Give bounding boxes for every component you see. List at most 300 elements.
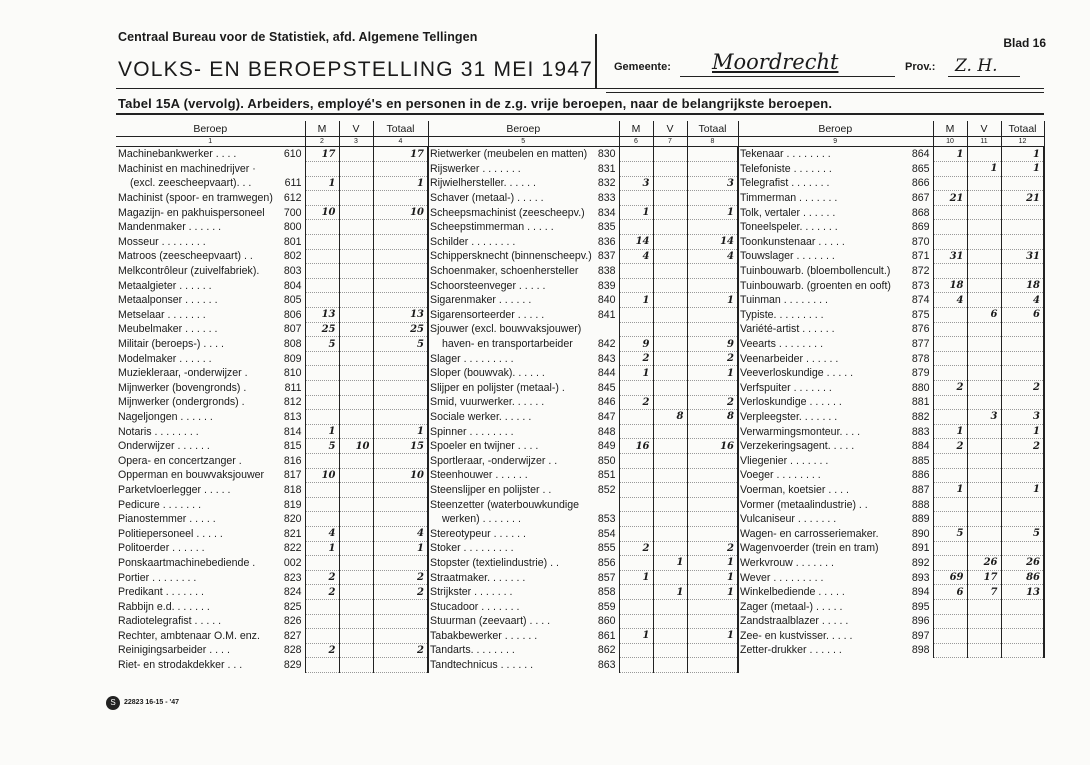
- count-female[interactable]: [967, 278, 1001, 293]
- count-female[interactable]: [339, 264, 373, 279]
- count-total[interactable]: [1001, 235, 1044, 250]
- count-male[interactable]: 10: [305, 468, 339, 483]
- count-female[interactable]: [653, 278, 687, 293]
- count-male[interactable]: [305, 453, 339, 468]
- count-total[interactable]: 1: [687, 205, 738, 220]
- count-female[interactable]: 3: [967, 410, 1001, 425]
- count-female[interactable]: [339, 147, 373, 162]
- count-male[interactable]: [305, 410, 339, 425]
- count-female[interactable]: [339, 526, 373, 541]
- count-total[interactable]: [687, 512, 738, 527]
- count-female[interactable]: 7: [967, 585, 1001, 600]
- count-male[interactable]: 1: [619, 570, 653, 585]
- count-female[interactable]: [339, 541, 373, 556]
- count-male[interactable]: 10: [305, 205, 339, 220]
- count-total[interactable]: 10: [373, 205, 428, 220]
- count-male[interactable]: 69: [933, 570, 967, 585]
- count-total[interactable]: [373, 658, 428, 673]
- count-female[interactable]: [967, 337, 1001, 352]
- count-female[interactable]: [339, 629, 373, 644]
- count-female[interactable]: [339, 483, 373, 498]
- count-total[interactable]: [1001, 468, 1044, 483]
- count-total[interactable]: 6: [1001, 308, 1044, 323]
- count-male[interactable]: 1: [619, 629, 653, 644]
- count-female[interactable]: [339, 278, 373, 293]
- count-male[interactable]: [305, 366, 339, 381]
- count-male[interactable]: [305, 191, 339, 206]
- count-male[interactable]: [933, 556, 967, 571]
- count-male[interactable]: 5: [305, 337, 339, 352]
- count-male[interactable]: [933, 351, 967, 366]
- count-total[interactable]: 5: [1001, 526, 1044, 541]
- count-total[interactable]: [1001, 512, 1044, 527]
- count-male[interactable]: [305, 599, 339, 614]
- count-total[interactable]: 13: [1001, 585, 1044, 600]
- count-male[interactable]: 2: [933, 381, 967, 396]
- count-male[interactable]: 2: [305, 585, 339, 600]
- count-total[interactable]: 18: [1001, 278, 1044, 293]
- count-male[interactable]: [305, 293, 339, 308]
- count-female[interactable]: [653, 308, 687, 323]
- count-total[interactable]: [687, 264, 738, 279]
- count-male[interactable]: [619, 585, 653, 600]
- count-female[interactable]: [339, 410, 373, 425]
- count-female[interactable]: [653, 453, 687, 468]
- count-total[interactable]: 2: [373, 643, 428, 658]
- count-total[interactable]: [373, 410, 428, 425]
- count-male[interactable]: 2: [305, 643, 339, 658]
- count-male[interactable]: 1: [933, 424, 967, 439]
- count-total[interactable]: [373, 629, 428, 644]
- count-female[interactable]: [653, 570, 687, 585]
- count-male[interactable]: [619, 599, 653, 614]
- count-total[interactable]: 4: [687, 249, 738, 264]
- count-male[interactable]: 1: [305, 176, 339, 191]
- count-female[interactable]: [653, 249, 687, 264]
- count-female[interactable]: [653, 205, 687, 220]
- count-female[interactable]: [967, 220, 1001, 235]
- count-female[interactable]: [653, 395, 687, 410]
- count-total[interactable]: 1: [687, 366, 738, 381]
- count-female[interactable]: [967, 468, 1001, 483]
- count-male[interactable]: [933, 512, 967, 527]
- count-total[interactable]: [1001, 541, 1044, 556]
- count-total[interactable]: [687, 453, 738, 468]
- count-female[interactable]: 6: [967, 308, 1001, 323]
- count-male[interactable]: 2: [933, 439, 967, 454]
- count-male[interactable]: 18: [933, 278, 967, 293]
- count-male[interactable]: [933, 220, 967, 235]
- count-female[interactable]: [339, 556, 373, 571]
- count-female[interactable]: [967, 453, 1001, 468]
- count-male[interactable]: [933, 468, 967, 483]
- count-male[interactable]: [619, 410, 653, 425]
- count-total[interactable]: 86: [1001, 570, 1044, 585]
- count-male[interactable]: [619, 424, 653, 439]
- count-total[interactable]: 1: [373, 424, 428, 439]
- count-male[interactable]: [933, 643, 967, 658]
- province-field[interactable]: Z. H.: [955, 56, 998, 76]
- count-male[interactable]: 2: [619, 351, 653, 366]
- count-male[interactable]: 16: [619, 439, 653, 454]
- count-male[interactable]: 5: [933, 526, 967, 541]
- count-male[interactable]: [305, 162, 339, 177]
- count-total[interactable]: [1001, 351, 1044, 366]
- count-total[interactable]: [373, 381, 428, 396]
- count-total[interactable]: [373, 366, 428, 381]
- count-female[interactable]: [653, 366, 687, 381]
- count-total[interactable]: [373, 235, 428, 250]
- count-male[interactable]: 1: [619, 205, 653, 220]
- count-total[interactable]: 13: [373, 308, 428, 323]
- count-female[interactable]: [653, 147, 687, 162]
- count-total[interactable]: [1001, 220, 1044, 235]
- count-male[interactable]: [619, 483, 653, 498]
- count-male[interactable]: 6: [933, 585, 967, 600]
- count-total[interactable]: 16: [687, 439, 738, 454]
- gemeente-field[interactable]: Moordrecht: [712, 50, 839, 74]
- count-total[interactable]: 15: [373, 439, 428, 454]
- count-female[interactable]: [339, 424, 373, 439]
- count-female[interactable]: [653, 162, 687, 177]
- count-female[interactable]: 8: [653, 410, 687, 425]
- count-female[interactable]: [967, 381, 1001, 396]
- count-male[interactable]: 1: [305, 541, 339, 556]
- count-male[interactable]: [305, 351, 339, 366]
- count-male[interactable]: 1: [619, 293, 653, 308]
- count-female[interactable]: [967, 366, 1001, 381]
- count-male[interactable]: 17: [305, 147, 339, 162]
- count-female[interactable]: [339, 235, 373, 250]
- count-male[interactable]: [933, 162, 967, 177]
- count-female[interactable]: [967, 629, 1001, 644]
- count-female[interactable]: [339, 293, 373, 308]
- count-male[interactable]: [619, 162, 653, 177]
- count-total[interactable]: 1: [1001, 424, 1044, 439]
- count-female[interactable]: 1: [653, 585, 687, 600]
- count-female[interactable]: [967, 293, 1001, 308]
- count-female[interactable]: [967, 526, 1001, 541]
- count-male[interactable]: [305, 658, 339, 673]
- count-total[interactable]: [373, 599, 428, 614]
- count-total[interactable]: [373, 453, 428, 468]
- count-total[interactable]: [687, 191, 738, 206]
- count-female[interactable]: [653, 658, 687, 673]
- count-female[interactable]: [339, 191, 373, 206]
- count-male[interactable]: [305, 220, 339, 235]
- count-male[interactable]: 1: [619, 366, 653, 381]
- count-male[interactable]: 2: [619, 541, 653, 556]
- count-female[interactable]: [339, 570, 373, 585]
- count-total[interactable]: 21: [1001, 191, 1044, 206]
- count-female[interactable]: [653, 176, 687, 191]
- count-female[interactable]: [967, 322, 1001, 337]
- count-female[interactable]: [653, 264, 687, 279]
- count-total[interactable]: [687, 162, 738, 177]
- count-female[interactable]: [967, 176, 1001, 191]
- count-female[interactable]: [967, 395, 1001, 410]
- count-total[interactable]: [687, 599, 738, 614]
- count-male[interactable]: [933, 337, 967, 352]
- count-female[interactable]: [653, 468, 687, 483]
- count-female[interactable]: [653, 220, 687, 235]
- count-male[interactable]: [619, 278, 653, 293]
- count-male[interactable]: 4: [305, 526, 339, 541]
- count-female[interactable]: [967, 439, 1001, 454]
- count-male[interactable]: [933, 308, 967, 323]
- count-male[interactable]: [619, 643, 653, 658]
- count-total[interactable]: [373, 278, 428, 293]
- count-total[interactable]: [687, 658, 738, 673]
- count-female[interactable]: [653, 235, 687, 250]
- count-total[interactable]: [373, 162, 428, 177]
- count-total[interactable]: 3: [687, 176, 738, 191]
- count-total[interactable]: [687, 278, 738, 293]
- count-female[interactable]: [967, 614, 1001, 629]
- count-female[interactable]: [653, 424, 687, 439]
- count-male[interactable]: [305, 483, 339, 498]
- count-total[interactable]: [1001, 337, 1044, 352]
- count-female[interactable]: [967, 235, 1001, 250]
- count-total[interactable]: [373, 556, 428, 571]
- count-total[interactable]: [1001, 322, 1044, 337]
- count-total[interactable]: [1001, 497, 1044, 512]
- count-female[interactable]: [339, 176, 373, 191]
- count-male[interactable]: [305, 264, 339, 279]
- count-total[interactable]: 14: [687, 235, 738, 250]
- count-total[interactable]: 1: [687, 570, 738, 585]
- count-total[interactable]: [687, 614, 738, 629]
- count-female[interactable]: [339, 366, 373, 381]
- count-female[interactable]: [653, 322, 687, 337]
- count-male[interactable]: [619, 497, 653, 512]
- count-total[interactable]: 4: [1001, 293, 1044, 308]
- count-female[interactable]: [653, 351, 687, 366]
- count-female[interactable]: [653, 381, 687, 396]
- count-total[interactable]: [687, 468, 738, 483]
- count-male[interactable]: [933, 366, 967, 381]
- count-female[interactable]: [339, 162, 373, 177]
- count-female[interactable]: [339, 205, 373, 220]
- count-total[interactable]: 1: [687, 556, 738, 571]
- count-male[interactable]: [619, 526, 653, 541]
- count-female[interactable]: [967, 147, 1001, 162]
- count-total[interactable]: 2: [687, 395, 738, 410]
- count-male[interactable]: 13: [305, 308, 339, 323]
- count-total[interactable]: [687, 483, 738, 498]
- count-female[interactable]: [653, 483, 687, 498]
- count-female[interactable]: [967, 424, 1001, 439]
- count-total[interactable]: [1001, 264, 1044, 279]
- count-male[interactable]: [619, 512, 653, 527]
- count-total[interactable]: 5: [373, 337, 428, 352]
- count-total[interactable]: [687, 322, 738, 337]
- count-total[interactable]: [687, 381, 738, 396]
- count-male[interactable]: [305, 512, 339, 527]
- count-male[interactable]: [305, 381, 339, 396]
- count-total[interactable]: 3: [1001, 410, 1044, 425]
- count-male[interactable]: [933, 453, 967, 468]
- count-female[interactable]: [339, 585, 373, 600]
- count-male[interactable]: 31: [933, 249, 967, 264]
- count-total[interactable]: [1001, 453, 1044, 468]
- count-female[interactable]: [967, 541, 1001, 556]
- count-female[interactable]: [339, 497, 373, 512]
- count-total[interactable]: [373, 395, 428, 410]
- count-female[interactable]: [653, 541, 687, 556]
- count-total[interactable]: [1001, 629, 1044, 644]
- count-total[interactable]: 31: [1001, 249, 1044, 264]
- count-female[interactable]: [339, 351, 373, 366]
- count-female[interactable]: [653, 293, 687, 308]
- count-female[interactable]: [967, 483, 1001, 498]
- count-male[interactable]: 14: [619, 235, 653, 250]
- count-total[interactable]: 2: [687, 351, 738, 366]
- count-male[interactable]: [933, 497, 967, 512]
- count-female[interactable]: [339, 322, 373, 337]
- count-female[interactable]: [339, 468, 373, 483]
- count-female[interactable]: [339, 220, 373, 235]
- count-total[interactable]: [373, 293, 428, 308]
- count-male[interactable]: [619, 220, 653, 235]
- count-male[interactable]: 5: [305, 439, 339, 454]
- count-male[interactable]: [933, 205, 967, 220]
- count-male[interactable]: [933, 322, 967, 337]
- count-male[interactable]: [305, 395, 339, 410]
- count-total[interactable]: 1: [1001, 162, 1044, 177]
- count-total[interactable]: [373, 220, 428, 235]
- count-total[interactable]: [1001, 599, 1044, 614]
- count-female[interactable]: 10: [339, 439, 373, 454]
- count-total[interactable]: 2: [373, 570, 428, 585]
- count-female[interactable]: [967, 351, 1001, 366]
- count-male[interactable]: [305, 278, 339, 293]
- count-female[interactable]: [653, 599, 687, 614]
- count-female[interactable]: [653, 191, 687, 206]
- count-female[interactable]: [339, 395, 373, 410]
- count-total[interactable]: 9: [687, 337, 738, 352]
- count-female[interactable]: 17: [967, 570, 1001, 585]
- count-total[interactable]: [687, 424, 738, 439]
- count-female[interactable]: [339, 453, 373, 468]
- count-male[interactable]: 21: [933, 191, 967, 206]
- count-total[interactable]: [1001, 395, 1044, 410]
- count-male[interactable]: [305, 629, 339, 644]
- count-female[interactable]: [339, 512, 373, 527]
- count-male[interactable]: [933, 629, 967, 644]
- count-female[interactable]: [653, 439, 687, 454]
- count-total[interactable]: [373, 512, 428, 527]
- count-total[interactable]: [373, 497, 428, 512]
- count-total[interactable]: [373, 351, 428, 366]
- count-female[interactable]: [653, 512, 687, 527]
- count-female[interactable]: [339, 337, 373, 352]
- count-male[interactable]: [619, 468, 653, 483]
- count-male[interactable]: [305, 614, 339, 629]
- count-total[interactable]: 8: [687, 410, 738, 425]
- count-male[interactable]: [619, 614, 653, 629]
- count-total[interactable]: [687, 497, 738, 512]
- count-female[interactable]: 1: [653, 556, 687, 571]
- count-total[interactable]: [373, 191, 428, 206]
- count-total[interactable]: 1: [687, 585, 738, 600]
- count-female[interactable]: [967, 512, 1001, 527]
- count-female[interactable]: [653, 337, 687, 352]
- count-male[interactable]: [619, 264, 653, 279]
- count-female[interactable]: [339, 308, 373, 323]
- count-total[interactable]: [687, 147, 738, 162]
- count-female[interactable]: [653, 497, 687, 512]
- count-total[interactable]: 2: [1001, 439, 1044, 454]
- count-total[interactable]: [373, 264, 428, 279]
- count-male[interactable]: [933, 614, 967, 629]
- count-total[interactable]: [687, 526, 738, 541]
- count-total[interactable]: 1: [373, 541, 428, 556]
- count-total[interactable]: [1001, 643, 1044, 658]
- count-total[interactable]: [1001, 176, 1044, 191]
- count-total[interactable]: 1: [687, 293, 738, 308]
- count-total[interactable]: 1: [1001, 147, 1044, 162]
- count-male[interactable]: 3: [619, 176, 653, 191]
- count-female[interactable]: [967, 264, 1001, 279]
- count-total[interactable]: 26: [1001, 556, 1044, 571]
- count-total[interactable]: [1001, 366, 1044, 381]
- count-total[interactable]: 1: [1001, 483, 1044, 498]
- count-total[interactable]: [1001, 205, 1044, 220]
- count-total[interactable]: [687, 308, 738, 323]
- count-male[interactable]: [305, 249, 339, 264]
- count-male[interactable]: [933, 410, 967, 425]
- count-male[interactable]: [619, 658, 653, 673]
- count-total[interactable]: 1: [373, 176, 428, 191]
- count-total[interactable]: [1001, 614, 1044, 629]
- count-male[interactable]: 2: [619, 395, 653, 410]
- count-male[interactable]: [619, 556, 653, 571]
- count-male[interactable]: 1: [933, 147, 967, 162]
- count-female[interactable]: [967, 249, 1001, 264]
- count-female[interactable]: [967, 643, 1001, 658]
- count-female[interactable]: [653, 614, 687, 629]
- count-total[interactable]: 10: [373, 468, 428, 483]
- count-female[interactable]: [339, 599, 373, 614]
- count-total[interactable]: 25: [373, 322, 428, 337]
- count-male[interactable]: 4: [933, 293, 967, 308]
- count-female[interactable]: [967, 191, 1001, 206]
- count-male[interactable]: [305, 235, 339, 250]
- count-male[interactable]: [619, 381, 653, 396]
- count-male[interactable]: [933, 176, 967, 191]
- count-male[interactable]: 9: [619, 337, 653, 352]
- count-female[interactable]: [967, 497, 1001, 512]
- count-male[interactable]: [305, 556, 339, 571]
- count-female[interactable]: [967, 205, 1001, 220]
- count-male[interactable]: 2: [305, 570, 339, 585]
- count-female[interactable]: 26: [967, 556, 1001, 571]
- count-total[interactable]: [687, 220, 738, 235]
- count-male[interactable]: [619, 147, 653, 162]
- count-male[interactable]: [619, 308, 653, 323]
- count-male[interactable]: 1: [305, 424, 339, 439]
- count-total[interactable]: [373, 483, 428, 498]
- count-male[interactable]: [933, 264, 967, 279]
- count-male[interactable]: [933, 235, 967, 250]
- count-total[interactable]: 1: [687, 629, 738, 644]
- count-total[interactable]: 17: [373, 147, 428, 162]
- count-male[interactable]: [933, 599, 967, 614]
- count-total[interactable]: [373, 249, 428, 264]
- count-total[interactable]: 2: [687, 541, 738, 556]
- count-female[interactable]: [967, 599, 1001, 614]
